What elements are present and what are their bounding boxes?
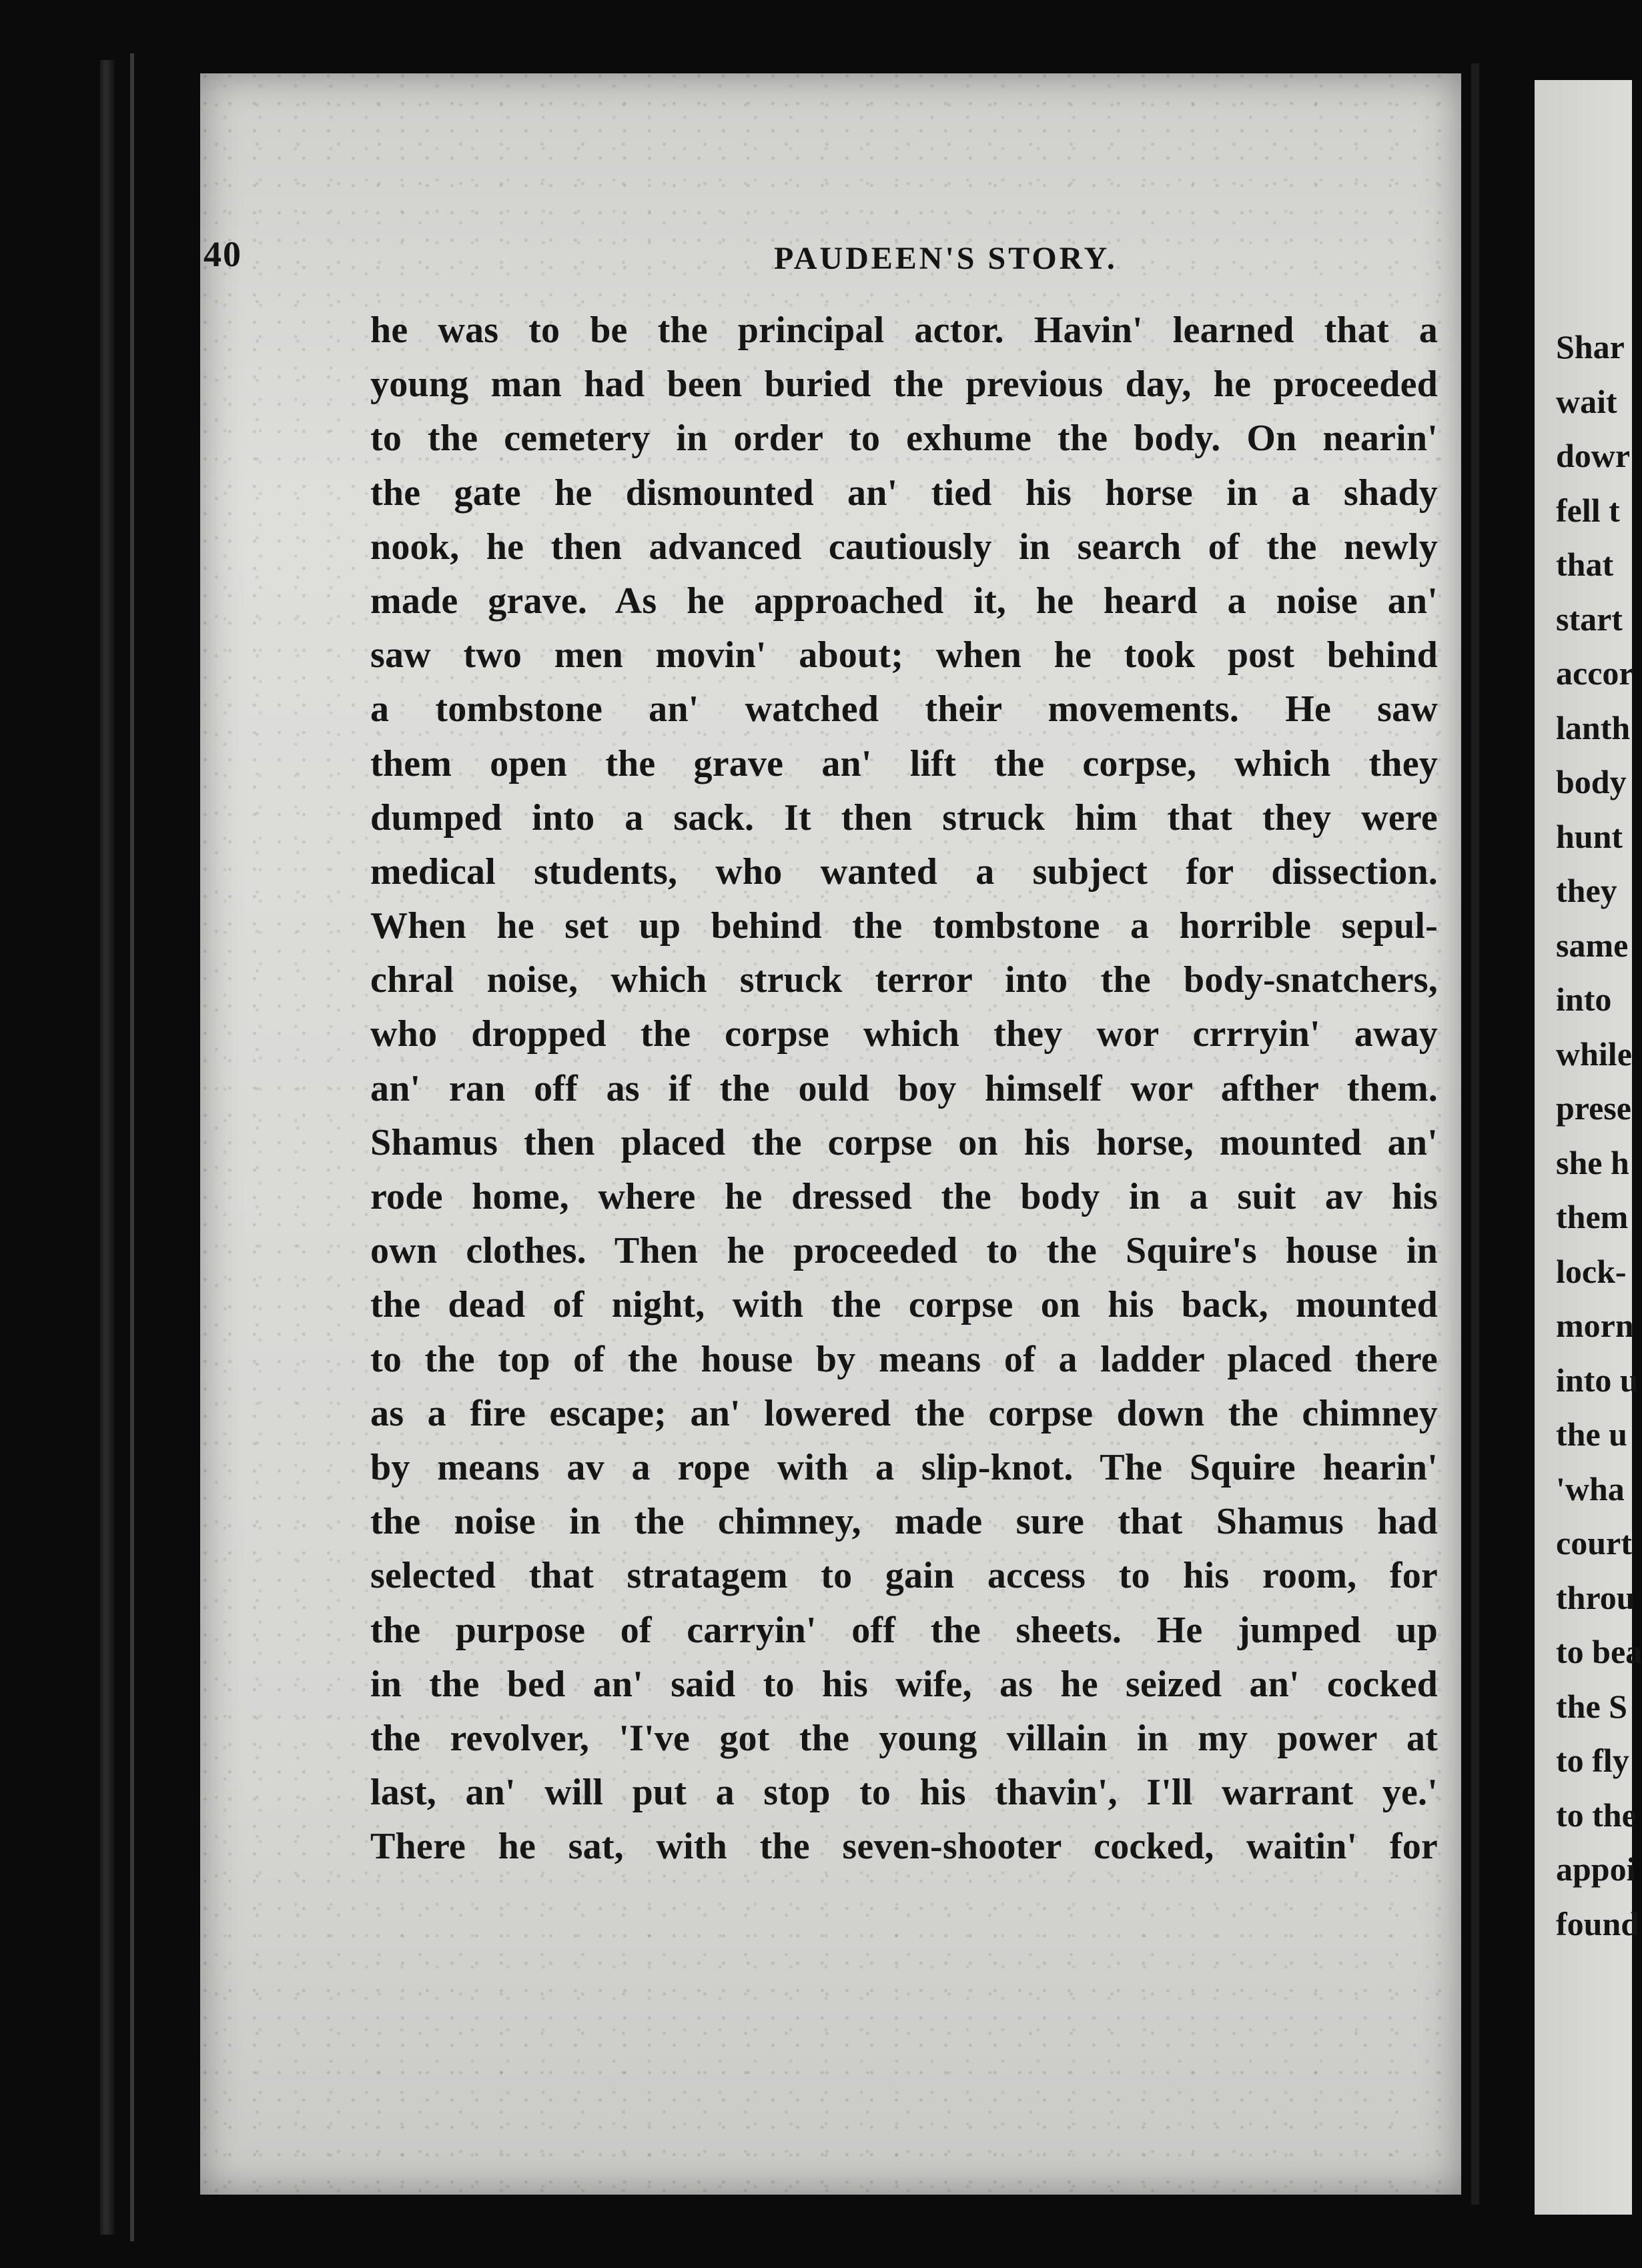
next-page-text-fragment: fell t bbox=[1556, 491, 1620, 529]
text-line: the noise in the chimney, made sure that Shamus had bbox=[370, 1501, 1438, 1543]
next-page-text-fragment: the S bbox=[1556, 1687, 1627, 1725]
next-page-text-fragment: appoi bbox=[1556, 1850, 1636, 1888]
next-page-text-fragment: same bbox=[1556, 926, 1629, 964]
text-line: selected that stratagem to gain access to his room, for bbox=[370, 1555, 1438, 1597]
text-line: to the cemetery in order to exhume the body. On nearin' bbox=[370, 418, 1438, 460]
next-page-text-fragment: body bbox=[1556, 763, 1627, 800]
next-page-text-fragment: start bbox=[1556, 600, 1623, 638]
next-page-text-fragment: they bbox=[1556, 872, 1617, 909]
text-line: an' ran off as if the ould boy himself wor afther them. bbox=[370, 1067, 1438, 1109]
text-line: saw two men movin' about; when he took post behind bbox=[370, 634, 1438, 676]
text-line: When he set up behind the tombstone a horrible sepul- bbox=[370, 905, 1438, 947]
page-gutter bbox=[1471, 63, 1479, 2205]
text-line: own clothes. Then he proceeded to the Squire's house in bbox=[370, 1230, 1438, 1272]
page-body-text bbox=[370, 304, 1438, 1874]
text-line: Shamus then placed the corpse on his horse, mounted an' bbox=[370, 1121, 1438, 1163]
running-head: PAUDEEN'S STORY. bbox=[774, 241, 1118, 276]
text-line: in the bed an' said to his wife, as he seized an' cocked bbox=[370, 1663, 1438, 1705]
next-page-text-fragment: into bbox=[1556, 981, 1612, 1018]
text-line: the revolver, 'I've got the young villain in my power at bbox=[370, 1717, 1438, 1759]
text-line: There he sat, with the seven-shooter cocked, waitin' for bbox=[370, 1826, 1438, 1868]
text-line: them open the grave an' lift the corpse, which they bbox=[370, 742, 1438, 784]
text-line: who dropped the corpse which they wor crrryin' away bbox=[370, 1013, 1438, 1055]
next-page-text-fragment: into u bbox=[1556, 1361, 1639, 1399]
right-page-fragment bbox=[1535, 80, 1642, 2215]
next-page-text-fragment: to bea bbox=[1556, 1633, 1642, 1670]
next-page-text-fragment: she h bbox=[1556, 1143, 1629, 1181]
text-line: chral noise, which struck terror into the body-snatchers, bbox=[370, 959, 1438, 1001]
next-page-text-fragment: lanth bbox=[1556, 708, 1631, 746]
next-page-text-fragment: dowr bbox=[1556, 437, 1631, 474]
text-line: last, an' will put a stop to his thavin', I'll warrant ye.' bbox=[370, 1772, 1438, 1814]
text-line: nook, he then advanced cautiously in search of the newly bbox=[370, 526, 1438, 568]
next-page-text-fragment: prese bbox=[1556, 1089, 1631, 1127]
next-page-text-fragment: to fly bbox=[1556, 1742, 1629, 1779]
next-page-text-fragment: to the bbox=[1556, 1796, 1637, 1834]
book-binding bbox=[100, 60, 115, 2235]
book-binding-edge bbox=[130, 53, 134, 2241]
text-line: to the top of the house by means of a ladder placed there bbox=[370, 1338, 1438, 1380]
next-page-text-fragment: 'wha bbox=[1556, 1470, 1625, 1508]
next-page-text-fragment: accor bbox=[1556, 654, 1634, 692]
text-line: as a fire escape; an' lowered the corpse down the chimney bbox=[370, 1392, 1438, 1434]
text-line: the gate he dismounted an' tied his horse in a shady bbox=[370, 472, 1438, 514]
text-line: medical students, who wanted a subject for dissection. bbox=[370, 851, 1438, 893]
next-page-text-fragment: the u bbox=[1556, 1415, 1627, 1453]
text-line: dumped into a sack. It then struck him that they were bbox=[370, 796, 1438, 838]
next-page-text-fragment: Shar bbox=[1556, 328, 1625, 366]
next-page-text-fragment: found bbox=[1556, 1904, 1640, 1942]
next-page-text-fragment: lock- bbox=[1556, 1252, 1627, 1290]
text-line: he was to be the principal actor. Havin' learned that a bbox=[370, 310, 1438, 351]
text-line: made grave. As he approached it, he heard a noise an' bbox=[370, 580, 1438, 622]
next-page-text-fragment: them bbox=[1556, 1198, 1629, 1235]
text-line: the purpose of carryin' off the sheets. He jumped up bbox=[370, 1609, 1438, 1651]
text-line: rode home, where he dressed the body in a suit av his bbox=[370, 1176, 1438, 1217]
next-page-text-fragment: that bbox=[1556, 546, 1614, 583]
next-page-text-fragment: morn bbox=[1556, 1307, 1634, 1344]
text-line: the dead of night, with the corpse on his back, mounted bbox=[370, 1284, 1438, 1326]
next-page-text-fragment: while bbox=[1556, 1035, 1632, 1073]
text-line: a tombstone an' watched their movements. He saw bbox=[370, 688, 1438, 730]
next-page-text-fragment: wait bbox=[1556, 382, 1617, 420]
next-page-text-fragment: court bbox=[1556, 1524, 1632, 1562]
next-page-text-fragment: hunt bbox=[1556, 817, 1623, 855]
page-number: 40 bbox=[203, 234, 242, 274]
next-page-text-fragment: throu bbox=[1556, 1578, 1635, 1616]
text-line: by means av a rope with a slip-knot. The Squire hearin' bbox=[370, 1446, 1438, 1488]
text-line: young man had been buried the previous day, he proceeded bbox=[370, 364, 1438, 406]
